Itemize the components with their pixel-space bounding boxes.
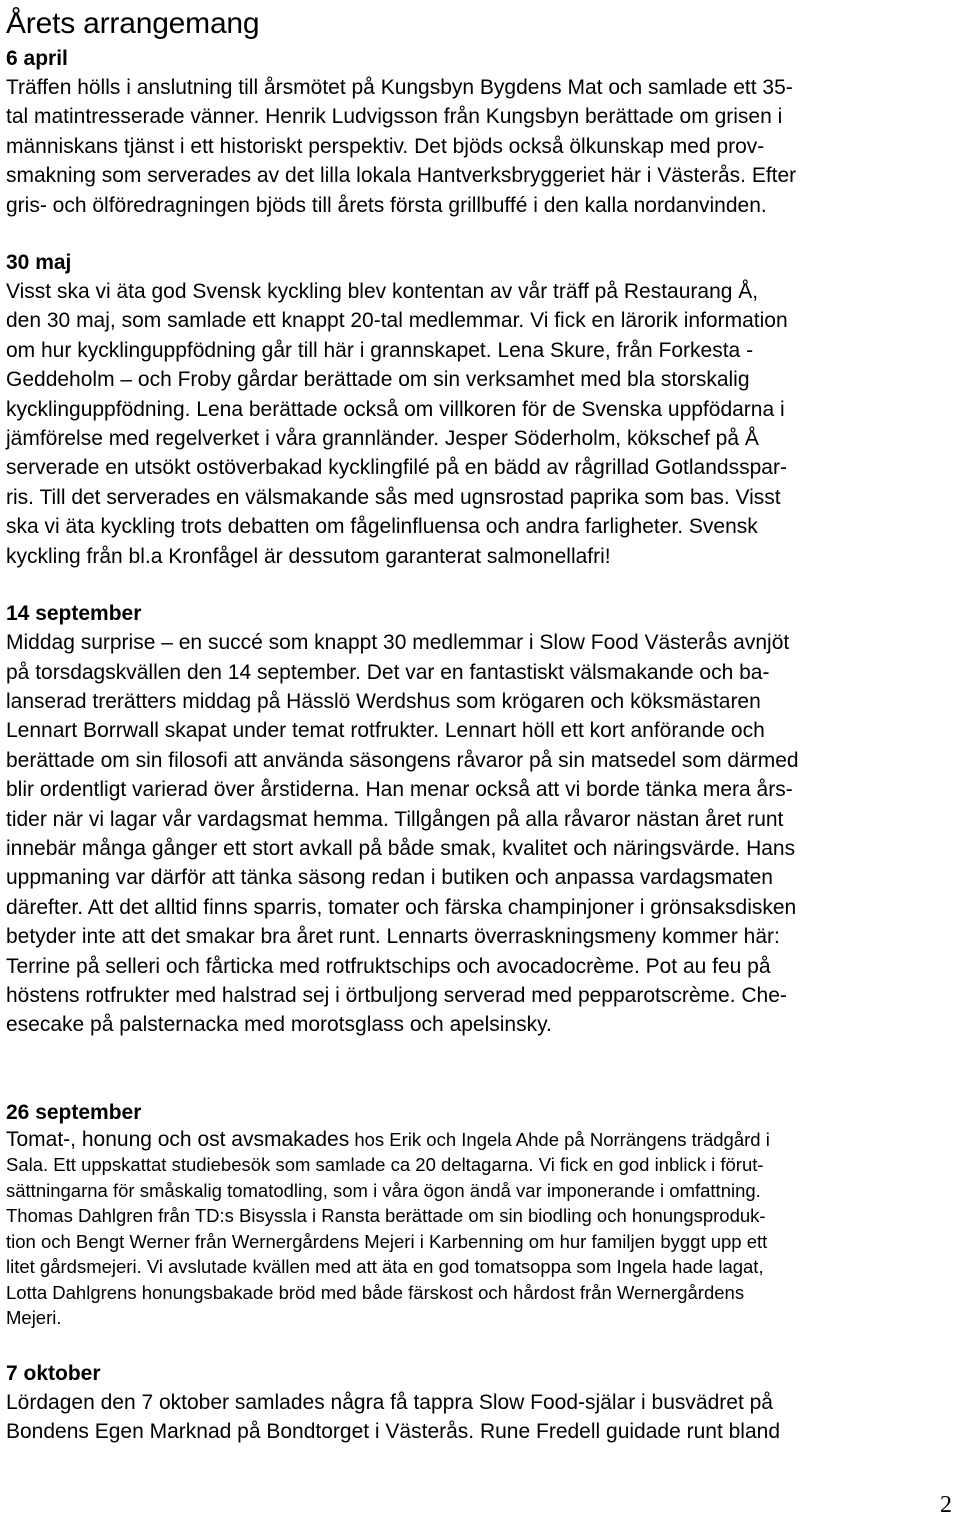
- body-line: kyckling från bl.a Kronfågel är dessutom garanterat salmonellafri!: [6, 544, 611, 568]
- body-line: om hur kycklinguppfödning går till här i grannskapet. Lena Skure, från Forkesta -: [6, 338, 754, 362]
- body-line: lanserad trerätters middag på Hässlö Werdshus som krögaren och köksmästaren: [6, 689, 761, 713]
- body-line: jämförelse med regelverket i våra grannländer. Jesper Söderholm, kökschef på Å: [6, 427, 759, 451]
- document-page: [6, 6, 958, 1447]
- body-line: betyder inte att det smakar bra året runt. Lennarts överraskningsmeny kommer här:: [6, 925, 780, 949]
- body-line: tal matintresserade vänner. Henrik Ludvigsson från Kungsbyn berättade om grisen i: [6, 105, 783, 129]
- body-line: Sala. Ett uppskattat studiebesök som samlade ca 20 deltagarna. Vi fick en god inblick i förut-: [6, 1154, 764, 1176]
- body-line: berättade om sin filosofi att använda säsongens råvaror på sin matsedel som därmed: [6, 748, 799, 772]
- body-line: kycklinguppfödning. Lena berättade också om villkoren för de Svenska uppfödarna i: [6, 397, 785, 421]
- body-line: Terrine på selleri och fårticka med rotfruktschips och avocadocrème. Pot au feu på: [6, 954, 771, 978]
- body-line: tider när vi lagar vår vardagsmat hemma. Tillgången på alla råvaror nästan året runt: [6, 807, 784, 831]
- body-line: innebär många gånger ett stort avkall på både smak, kvalitet och näringsvärde. Hans: [6, 836, 796, 860]
- section-body: [6, 73, 958, 220]
- body-line: Mejeri.: [6, 1307, 62, 1329]
- body-line: ris. Till det serverades en välsmakande sås med ugnsrostad paprika som bas. Visst: [6, 485, 781, 509]
- body-line: Thomas Dahlgren från TD:s Bisyssla i Ransta berättade om sin biodling och honungsproduk-: [6, 1205, 766, 1227]
- section-body: [6, 1127, 958, 1331]
- body-line: Lotta Dahlgrens honungsbakade bröd med både färskost och hårdost från Wernergårdens: [6, 1281, 745, 1303]
- body-line: höstens rotfrukter med halstrad sej i örtbuljong serverad med pepparotscrème. Che-: [6, 983, 787, 1007]
- section-7-oktober: [6, 1359, 958, 1447]
- body-line: Träffen hölls i anslutning till årsmötet på Kungsbyn Bygdens Mat och samlade ett 35-: [6, 76, 793, 99]
- section-body: [6, 1388, 958, 1447]
- body-line: Lördagen den 7 oktober samlades några få tappra Slow Food-själar i busvädret på: [6, 1390, 773, 1414]
- section-14-september: [6, 599, 958, 1040]
- body-line: tion och Bengt Werner från Wernergårdens Mejeri i Karbenning om hur familjen byggt upp ett: [6, 1230, 768, 1252]
- body-line: gris- och ölföredragningen bjöds till årets första grillbuffé i den kalla nordanvinden.: [6, 193, 767, 217]
- body-line: litet gårdsmejeri. Vi avslutade kvällen med att äta en god tomatsoppa som Ingela hade lagat,: [6, 1256, 764, 1278]
- body-line: uppmaning var därför att tänka säsong redan i butiken och anpassa vardagsmaten: [6, 866, 773, 890]
- section-heading: 6 april: [6, 47, 68, 70]
- body-line: på torsdagskvällen den 14 september. Det var en fantastiskt välsmakande och ba-: [6, 660, 770, 684]
- section-body: [6, 277, 958, 571]
- body-line: Middag surprise – en succé som knappt 30 medlemmar i Slow Food Västerås avnjöt: [6, 631, 790, 655]
- body-text: hos Erik och Ingela Ahde på Norrängens trädgård i: [349, 1128, 770, 1150]
- body-line: serverade en utsökt ostöverbakad kycklingfilé på en bädd av rågrillad Gotlandsspar-: [6, 456, 787, 480]
- body-line: smakning som serverades av det lilla lokala Hantverksbryggeriet här i Västerås. Efter: [6, 164, 797, 188]
- body-line: Lennart Borrwall skapat under temat rotfrukter. Lennart höll ett kort anförande och: [6, 719, 765, 743]
- page-number: 2: [940, 1492, 952, 1518]
- body-line: esecake på palsternacka med morotsglass och apelsinsky.: [6, 1013, 552, 1037]
- section-heading: 7 oktober: [6, 1361, 101, 1385]
- body-line: Bondens Egen Marknad på Bondtorget i Västerås. Rune Fredell guidade runt bland: [6, 1420, 781, 1444]
- body-line: människans tjänst i ett historiskt perspektiv. Det bjöds också ölkunskap med prov-: [6, 134, 765, 158]
- section-heading: 14 september: [6, 602, 142, 626]
- section-body: [6, 628, 958, 1040]
- body-line: Visst ska vi äta god Svensk kyckling blev kontentan av vår träff på Restaurang Å,: [6, 280, 759, 304]
- section-26-september: [6, 1098, 958, 1331]
- body-line: ska vi äta kyckling trots debatten om fågelinfluensa och andra farligheter. Svensk: [6, 515, 758, 539]
- section-6-april: [6, 44, 958, 220]
- body-line: sättningarna för småskalig tomatodling, som i våra ögon ändå var imponerande i omfattning.: [6, 1179, 761, 1201]
- body-line: blir ordentligt varierad över årstiderna. Han menar också att vi borde tänka mera års-: [6, 778, 793, 802]
- section-30-maj: [6, 248, 958, 571]
- body-line: den 30 maj, som samlade ett knappt 20-tal medlemmar. Vi fick en lärorik information: [6, 309, 788, 333]
- section-heading: 30 maj: [6, 251, 72, 275]
- page-title: Årets arrangemang: [6, 7, 260, 40]
- section-heading: 26 september: [6, 1100, 142, 1124]
- body-line: Geddeholm – och Froby gårdar berättade om sin verksamhet med bla storskalig: [6, 368, 750, 392]
- lead-text: Tomat-, honung och ost avsmakades: [6, 1127, 350, 1151]
- body-line: [6, 1127, 958, 1153]
- body-line: därefter. Att det alltid finns sparris, tomater och färska champinjoner i grönsaksdisken: [6, 895, 797, 919]
